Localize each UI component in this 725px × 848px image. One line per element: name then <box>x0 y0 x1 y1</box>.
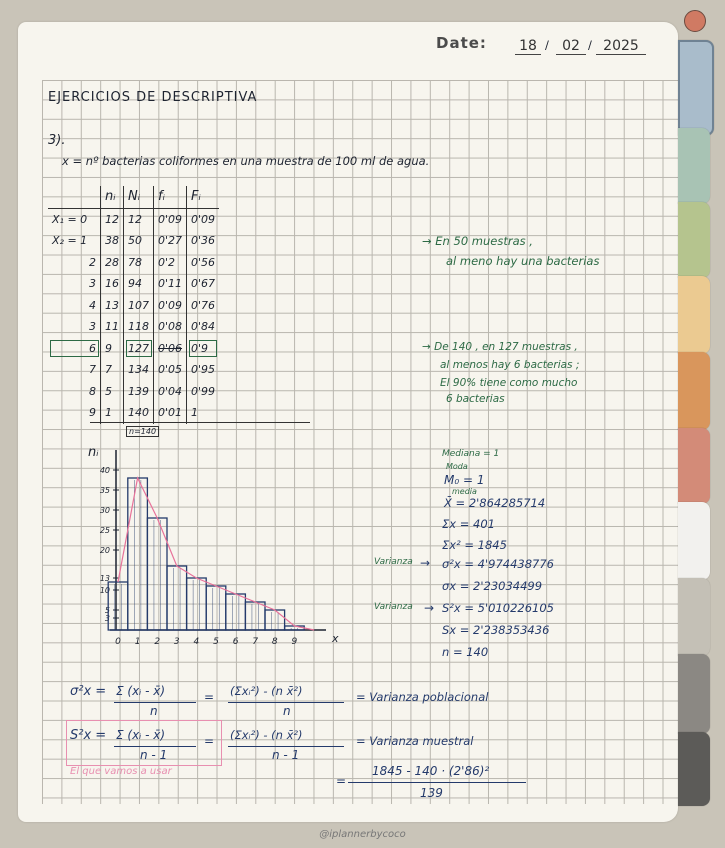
cell-Ni: 140 <box>124 402 154 424</box>
histogram-bar <box>167 566 187 630</box>
note-line: El 90% tiene como mucho <box>440 377 578 389</box>
note-line: al meno hay una bacterias <box>446 254 600 268</box>
equals: = <box>204 690 215 704</box>
histogram-bar <box>265 610 285 630</box>
mean-value: X̄ = 2'864285714 <box>444 496 546 510</box>
date-label: Date: <box>436 34 487 52</box>
cell-fi: 0'09 <box>154 295 187 317</box>
cell-Fi: 1 <box>187 402 220 424</box>
page-title: EJERCICIOS DE DESCRIPTIVA <box>48 90 258 105</box>
cell-ni: 9 <box>101 338 124 360</box>
date-separator: / <box>588 38 592 52</box>
sum-x: Σx = 401 <box>442 517 495 531</box>
formula-m-den: n - 1 <box>140 748 168 762</box>
formula-m-den2: n - 1 <box>272 748 300 762</box>
tab-1[interactable] <box>678 40 714 136</box>
fraction-bar <box>114 702 196 703</box>
cell-fi: 0'08 <box>154 316 187 338</box>
cell-x: 4 <box>89 298 96 312</box>
cell-Ni: 12 <box>124 208 154 230</box>
note-line: → De 140 , en 127 muestras , <box>422 341 578 353</box>
histogram-bar <box>245 602 265 630</box>
cell-ni: 5 <box>101 381 124 403</box>
table-row <box>48 273 219 295</box>
equals: = <box>204 734 215 748</box>
var-muestral: S²x = 5'010226105 <box>442 601 554 615</box>
tab-2[interactable] <box>678 128 710 204</box>
table-row <box>48 252 219 274</box>
cell-fi: 0'06 <box>154 338 187 360</box>
calc-numerator: 1845 - 140 · (2'86)² <box>372 764 490 778</box>
col-header-Fi: Fᵢ <box>187 186 220 208</box>
x-tick-label: 6 <box>232 637 239 647</box>
table-row <box>48 359 219 381</box>
cell-Ni: 118 <box>124 316 154 338</box>
cell-Fi: 0'99 <box>187 381 220 403</box>
note-line: al menos hay 6 bacterias ; <box>440 359 580 371</box>
exercise-number: 3). <box>48 133 66 148</box>
table-row <box>48 230 219 252</box>
x-tick-label: 9 <box>291 637 298 647</box>
tab-10[interactable] <box>678 732 710 806</box>
cell-Ni: 78 <box>124 252 154 274</box>
footer-credit: @iplannerbycoco <box>319 829 406 840</box>
cell-Fi: 0'09 <box>187 208 220 230</box>
formula-pob-lhs: σ²x = <box>70 684 107 699</box>
bookmark-dot <box>684 10 706 32</box>
cell-Ni: 50 <box>124 230 154 252</box>
cell-Fi: 0'36 <box>187 230 220 252</box>
cell-x: 3 <box>89 320 96 334</box>
cell-Fi: 0'95 <box>187 359 220 381</box>
cell-Ni: 134 <box>124 359 154 381</box>
tab-4[interactable] <box>678 276 710 354</box>
tab-8[interactable] <box>678 578 710 656</box>
tab-7[interactable] <box>678 502 710 580</box>
formula-pob-den: n <box>150 704 158 718</box>
x-tick-label: 1 <box>134 637 141 647</box>
formula-m-label: = Varianza muestral <box>356 734 474 748</box>
tab-5[interactable] <box>678 352 710 430</box>
fraction-bar <box>348 782 526 783</box>
cell-x: 3 <box>89 277 96 291</box>
pink-note: El que vamos a usar <box>70 766 172 777</box>
cell-Fi: 0'67 <box>187 273 220 295</box>
table-row <box>48 208 219 230</box>
x-tick-label: 2 <box>154 637 161 647</box>
moda-value: M₀ = 1 <box>444 473 485 487</box>
y-tick-label: 5 <box>104 606 110 615</box>
histogram-bar <box>206 586 226 630</box>
col-header-fi: fᵢ <box>154 186 187 208</box>
sd-muestral: Sx = 2'238353436 <box>442 623 550 637</box>
cell-fi: 0'27 <box>154 230 187 252</box>
tab-6[interactable] <box>678 428 710 504</box>
tab-3[interactable] <box>678 202 710 278</box>
varianza-label: Varianza <box>374 602 413 612</box>
cell-fi: 0'01 <box>154 402 187 424</box>
var-pob: σ²x = 4'974438776 <box>442 557 554 571</box>
formula-pob-label: = Varianza poblacional <box>356 690 489 704</box>
fraction-bar <box>114 746 196 747</box>
table-row <box>48 295 219 317</box>
cell-Fi: 0'84 <box>187 316 220 338</box>
cell-ni: 12 <box>101 208 124 230</box>
y-tick-label: 3 <box>104 614 110 623</box>
histogram-chart <box>84 440 354 655</box>
cell-x: 9 <box>89 406 96 420</box>
col-header-x <box>48 186 101 208</box>
y-tick-label: 40 <box>99 466 110 475</box>
y-tick-label: 30 <box>99 506 110 515</box>
note-line: → En 50 muestras , <box>422 234 533 248</box>
date-year[interactable]: 2025 <box>596 38 646 55</box>
y-axis-label: nᵢ <box>88 445 99 460</box>
x-tick-label: 0 <box>115 637 121 647</box>
calc-denominator: 139 <box>420 786 443 800</box>
formula-pob-den2: n <box>283 704 291 718</box>
formula-m-num: Σ (xᵢ - x̄) <box>116 728 166 742</box>
fraction-bar <box>228 702 344 703</box>
arrow: → <box>420 556 431 570</box>
table-row <box>48 381 219 403</box>
x-tick-label: 7 <box>252 637 259 647</box>
arrow: → <box>424 601 435 615</box>
table-row-highlighted <box>48 338 219 360</box>
cell-Fi: 0'9 <box>187 338 220 360</box>
histogram-bar <box>187 578 207 630</box>
cell-fi: 0'11 <box>154 273 187 295</box>
cell-Ni: 94 <box>124 273 154 295</box>
cell-ni: 1 <box>101 402 124 424</box>
cell-Ni: 139 <box>124 381 154 403</box>
y-tick-label: 25 <box>99 526 110 535</box>
cell-x: X₂ = 1 <box>52 234 88 248</box>
cell-x: 7 <box>89 363 96 377</box>
cell-Ni: 107 <box>124 295 154 317</box>
varianza-label: Varianza <box>374 557 413 567</box>
cell-Ni: 127 <box>124 338 154 360</box>
cell-fi: 0'04 <box>154 381 187 403</box>
media-label: media <box>452 487 477 496</box>
date-day[interactable]: 18 <box>515 38 541 55</box>
sd-pob: σx = 2'23034499 <box>442 579 543 593</box>
tab-9[interactable] <box>678 654 710 734</box>
x-axis-label: x <box>332 632 339 645</box>
x-tick-label: 5 <box>213 637 219 647</box>
table-row <box>48 316 219 338</box>
formula-pob-num: Σ (xᵢ - x̄) <box>116 684 166 698</box>
note-line: 6 bacterias <box>446 393 505 405</box>
cell-ni: 16 <box>101 273 124 295</box>
cell-fi: 0'2 <box>154 252 187 274</box>
cell-ni: 38 <box>101 230 124 252</box>
sum-x2: Σx² = 1845 <box>442 538 507 552</box>
date-separator: / <box>545 38 549 52</box>
frequency-table <box>48 186 219 424</box>
y-tick-label: 10 <box>99 586 110 595</box>
col-header-ni: nᵢ <box>101 186 124 208</box>
cell-Fi: 0'76 <box>187 295 220 317</box>
histogram-bar <box>128 478 148 630</box>
mediana-label: Mediana = 1 <box>442 449 500 459</box>
cell-x: 8 <box>89 384 96 398</box>
fraction-bar <box>228 746 344 747</box>
cell-fi: 0'09 <box>154 208 187 230</box>
table-total: n=140 <box>126 426 159 437</box>
cell-ni: 11 <box>101 316 124 338</box>
formula-pob-num2: (Σxᵢ²) - (n x̄²) <box>230 684 303 698</box>
table-total-line <box>90 422 310 423</box>
formula-m-lhs: S²x = <box>70 728 107 743</box>
x-tick-label: 3 <box>173 637 180 647</box>
cell-Fi: 0'56 <box>187 252 220 274</box>
cell-ni: 28 <box>101 252 124 274</box>
cell-x: X₁ = 0 <box>52 212 88 226</box>
x-tick-label: 8 <box>271 637 278 647</box>
cell-ni: 13 <box>101 295 124 317</box>
exercise-statement: x = nº bacterias coliformes en una muestra de 100 ml de agua. <box>62 154 430 168</box>
histogram-bar <box>108 582 128 630</box>
formula-m-num2: (Σxᵢ²) - (n x̄²) <box>230 728 303 742</box>
cell-x: 6 <box>48 338 101 360</box>
cell-x: 2 <box>89 255 96 269</box>
histogram-bar <box>226 594 246 630</box>
y-tick-label: 20 <box>99 546 110 555</box>
col-header-Ni: Nᵢ <box>124 186 154 208</box>
sample-size: n = 140 <box>442 645 489 659</box>
table-row <box>48 402 219 424</box>
cell-fi: 0'05 <box>154 359 187 381</box>
moda-label: Moda <box>446 462 468 471</box>
equals: = <box>336 774 347 788</box>
x-tick-label: 4 <box>193 637 200 647</box>
date-month[interactable]: 02 <box>556 38 586 55</box>
y-tick-label: 13 <box>99 574 110 583</box>
cell-ni: 7 <box>101 359 124 381</box>
y-tick-label: 35 <box>99 486 110 495</box>
